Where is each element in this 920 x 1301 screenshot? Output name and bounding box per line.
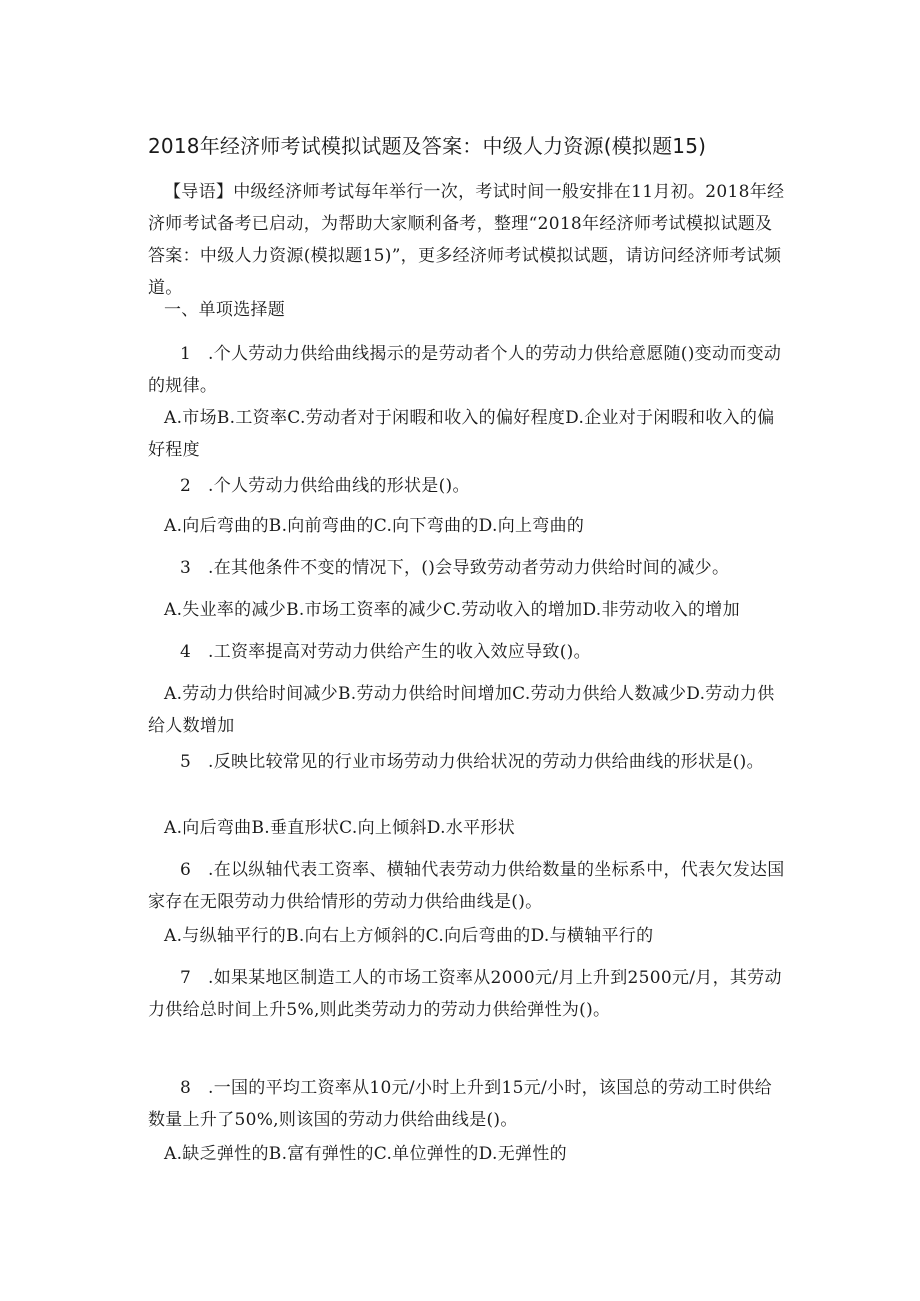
question-3-options: A.失业率的减少B.市场工资率的减少C.劳动收入的增加D.非劳动收入的增加 xyxy=(164,600,740,620)
question-5 xyxy=(148,746,788,778)
question-text: .反映比较常见的行业市场劳动力供给状况的劳动力供给曲线的形状是()。 xyxy=(208,752,764,772)
question-number: 3 xyxy=(180,558,192,578)
question-2 xyxy=(148,470,788,502)
question-text: .工资率提高对劳动力供给产生的收入效应导致()。 xyxy=(208,642,591,662)
question-1-options: A.市场B.工资率C.劳动者对于闲暇和收入的偏好程度D.企业对于闲暇和收入的偏好程度 xyxy=(148,408,775,460)
question-6 xyxy=(148,854,788,918)
intro-paragraph: 【导语】中级经济师考试每年举行一次，考试时间一般安排在11月初。2018年经济师考试备考已启动，为帮助大家顺利备考，整理“2018年经济师考试模拟试题及答案：中级人力资源(模拟题15)”，更多经济师考试模拟试题，请访问经济师考试频道。 xyxy=(148,182,785,298)
question-number: 2 xyxy=(180,476,192,496)
question-number: 1 xyxy=(180,344,192,364)
question-text: .如果某地区制造工人的市场工资率从2000元/月上升到2500元/月，其劳动力供给总时间上升5%,则此类劳动力的劳动力供给弹性为()。 xyxy=(148,968,782,1020)
question-7 xyxy=(148,962,788,1026)
question-number: 4 xyxy=(180,642,192,662)
question-1 xyxy=(148,338,788,402)
question-6-options: A.与纵轴平行的B.向右上方倾斜的C.向后弯曲的D.与横轴平行的 xyxy=(164,926,654,946)
question-number: 6 xyxy=(180,860,192,880)
question-4 xyxy=(148,636,788,668)
question-number: 8 xyxy=(180,1078,192,1098)
question-text: .在其他条件不变的情况下，()会导致劳动者劳动力供给时间的减少。 xyxy=(208,558,730,578)
question-text: .一国的平均工资率从10元/小时上升到15元/小时，该国总的劳动工时供给数量上升了50%,则该国的劳动力供给曲线是()。 xyxy=(148,1078,772,1130)
question-2-options: A.向后弯曲的B.向前弯曲的C.向下弯曲的D.向上弯曲的 xyxy=(164,516,585,536)
question-text: .个人劳动力供给曲线揭示的是劳动者个人的劳动力供给意愿随()变动而变动的规律。 xyxy=(148,344,782,396)
document-title: 2018年经济师考试模拟试题及答案：中级人力资源(模拟题15) xyxy=(148,134,707,158)
question-8-options: A.缺乏弹性的B.富有弹性的C.单位弹性的D.无弹性的 xyxy=(164,1144,567,1164)
section-heading: 一、单项选择题 xyxy=(164,300,286,320)
question-number: 7 xyxy=(180,968,192,988)
question-5-options: A.向后弯曲B.垂直形状C.向上倾斜D.水平形状 xyxy=(164,818,516,838)
question-8 xyxy=(148,1072,788,1136)
question-4-options: A.劳动力供给时间减少B.劳动力供给时间增加C.劳动力供给人数减少D.劳动力供给人数增加 xyxy=(148,684,775,736)
question-number: 5 xyxy=(180,752,192,772)
question-3 xyxy=(148,552,788,584)
question-text: .在以纵轴代表工资率、横轴代表劳动力供给数量的坐标系中，代表欠发达国家存在无限劳动力供给情形的劳动力供给曲线是()。 xyxy=(148,860,785,912)
question-text: .个人劳动力供给曲线的形状是()。 xyxy=(208,476,470,496)
